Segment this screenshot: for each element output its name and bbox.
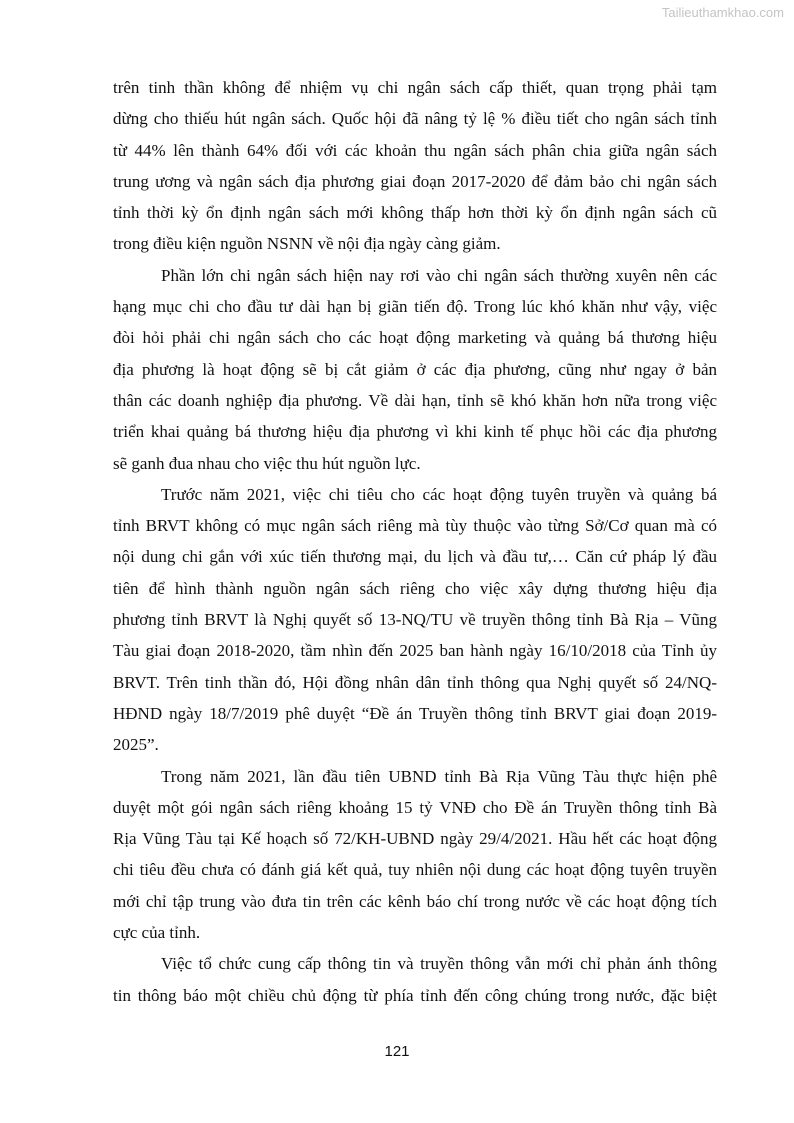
paragraph xyxy=(113,761,717,949)
text-line: tỉnh thời kỳ ổn định ngân sách mới không thấp hơn thời kỳ ổn định ngân sách cũ xyxy=(113,203,717,223)
text-line: Tàu giai đoạn 2018-2020, tầm nhìn đến 2025 ban hành ngày 16/10/2018 của Tỉnh ủy xyxy=(113,641,717,661)
text-line: 2025”. xyxy=(113,735,159,755)
paragraph xyxy=(113,72,717,260)
text-line: Phần lớn chi ngân sách hiện nay rơi vào chi ngân sách thường xuyên nên các xyxy=(161,265,717,285)
text-line: trên tinh thần không để nhiệm vụ chi ngân sách cấp thiết, quan trọng phải tạm xyxy=(113,78,717,97)
text-line: cực của tỉnh. xyxy=(113,923,201,943)
text-line: tỉnh BRVT không có mục ngân sách riêng mà tùy thuộc vào từng Sở/Cơ quan mà có xyxy=(113,516,717,536)
text-line: tiên để hình thành nguồn ngân sách riêng cho việc xây dựng thương hiệu địa xyxy=(113,578,717,598)
paragraph xyxy=(113,260,717,479)
text-line: Trước năm 2021, việc chi tiêu cho các hoạt động tuyên truyền và quảng bá xyxy=(161,484,717,504)
document-body xyxy=(113,72,717,1011)
text-line: phương tỉnh BRVT là Nghị quyết số 13-NQ/TU về truyền thông tỉnh Bà Rịa – Vũng xyxy=(113,610,717,630)
page-number: 121 xyxy=(384,1043,410,1060)
watermark: Tailieuthamkhao.com xyxy=(661,5,784,20)
text-line: từ 44% lên thành 64% đối với các khoản thu ngân sách phân chia giữa ngân sách xyxy=(113,140,717,160)
text-line: BRVT. Trên tinh thần đó, Hội đồng nhân dân tỉnh thông qua Nghị quyết số 24/NQ- xyxy=(113,672,717,692)
text-line: thân các doanh nghiệp địa phương. Về dài hạn, tỉnh sẽ khó khăn hơn nữa trong việc xyxy=(113,390,717,410)
text-line: dừng cho thiếu hút ngân sách. Quốc hội đã nâng tỷ lệ % điều tiết cho ngân sách tỉnh xyxy=(113,109,717,129)
text-line: Việc tổ chức cung cấp thông tin và truyền thông vẫn mới chỉ phản ánh thông xyxy=(161,954,717,974)
text-line: chi tiêu đều chưa có đánh giá kết quả, tuy nhiên nội dung các hoạt động tuyên truyền xyxy=(113,860,717,880)
text-line: Rịa Vũng Tàu tại Kế hoạch số 72/KH-UBND ngày 29/4/2021. Hầu hết các hoạt động xyxy=(113,829,717,849)
text-line: triển khai quảng bá thương hiệu địa phương vì khi kinh tế phục hồi các địa phương xyxy=(113,422,717,442)
text-line: nội dung chi gắn với xúc tiến thương mại, du lịch và đầu tư,… Căn cứ pháp lý đầu xyxy=(113,547,717,567)
text-line: sẽ ganh đua nhau cho việc thu hút nguồn lực. xyxy=(113,453,421,473)
text-line: đòi hỏi phải chi ngân sách cho các hoạt động marketing và quảng bá thương hiệu xyxy=(113,328,717,348)
paragraph xyxy=(113,948,717,1011)
text-line: địa phương là hoạt động sẽ bị cắt giảm ở các địa phương, cũng như ngay ở bản xyxy=(113,359,717,379)
text-line: trong điều kiện nguồn NSNN về nội địa ngày càng giảm. xyxy=(113,234,501,254)
paragraph xyxy=(113,479,717,761)
text-line: hạng mục chi cho đầu tư dài hạn bị giãn tiến độ. Trong lúc khó khăn như vậy, việc xyxy=(113,297,717,317)
text-line: tin thông báo một chiều chủ động từ phía tỉnh đến công chúng trong nước, đặc biệt xyxy=(113,985,717,1005)
text-line: Trong năm 2021, lần đầu tiên UBND tỉnh Bà Rịa Vũng Tàu thực hiện phê xyxy=(161,766,717,786)
text-line: trung ương và ngân sách địa phương giai đoạn 2017-2020 để đảm bảo chi ngân sách xyxy=(113,171,717,191)
text-line: duyệt một gói ngân sách riêng khoảng 15 tỷ VNĐ cho Đề án Truyền thông tỉnh Bà xyxy=(113,797,717,817)
text-line: HĐND ngày 18/7/2019 phê duyệt “Đề án Truyền thông tỉnh BRVT giai đoạn 2019- xyxy=(113,703,717,723)
text-line: mới chỉ tập trung vào đưa tin trên các kênh báo chí trong nước về các hoạt động tích xyxy=(113,891,717,911)
